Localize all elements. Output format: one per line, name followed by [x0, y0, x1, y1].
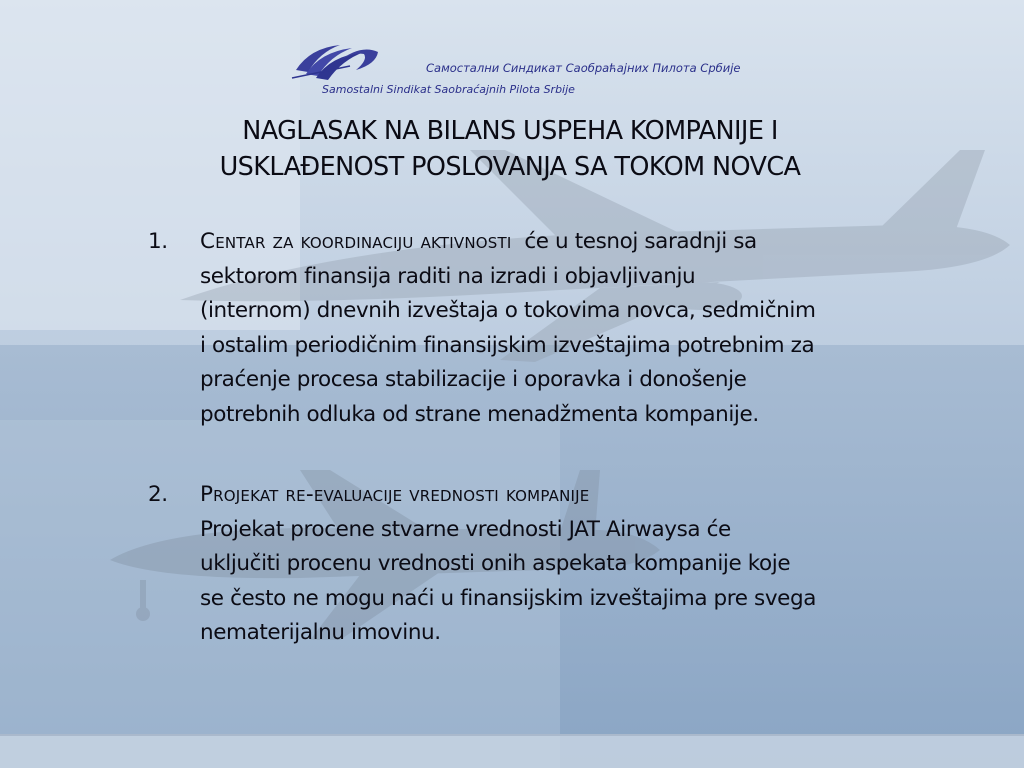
list-item-heading: Projekat re-evaluacije vrednosti kompanije [200, 482, 590, 507]
list-item-line: se često ne mogu naći u finansijskim izveštajima pre svega [200, 585, 817, 611]
union-logo-icon [290, 40, 382, 84]
title-line-2: USKLAĐENOST POSLOVANJA SA TOKOM NOVCA [219, 152, 801, 182]
list-item-line: potrebnih odluka od strane menadžmenta kompanije. [200, 401, 759, 427]
list-item-line: i ostalim periodičnim finansijskim izveštajima potrebnim za [200, 332, 815, 358]
list-item-line: Projekat procene stvarne vrednosti JAT Airwaysa će [200, 516, 731, 542]
list-item-2 [148, 478, 968, 651]
slide-title [80, 113, 940, 185]
list-item-line [200, 225, 968, 260]
list-item-1 [148, 225, 968, 432]
organization-name-cyrillic: Самостални Синдикат Саобраћајних Пилота Србије [426, 61, 741, 75]
list-item-number: 1. [148, 229, 168, 254]
list-item-line: (internom) dnevnih izveštaja o tokovima novca, sedmičnim [200, 298, 816, 323]
list-item-line: praćenje procesa stabilizacije i oporavka i donošenje [200, 367, 747, 392]
list-item-line: nematerijalnu imovinu. [200, 620, 441, 645]
organization-name-latin: Samostalni Sindikat Saobraćajnih Pilota Srbije [322, 83, 575, 96]
title-line-1: NAGLASAK NA BILANS USPEHA KOMPANIJE I [242, 116, 778, 146]
list-item-number: 2. [148, 482, 168, 507]
list-item-line: sektorom finansija raditi na izradi i objavljivanju [200, 263, 696, 289]
list-item-line: uključiti procenu vrednosti onih aspekata kompanije koje [200, 551, 791, 576]
list-item-text: će u tesnoj saradnji sa [524, 229, 757, 254]
list-item-heading: Centar za koordinaciju aktivnosti [200, 229, 512, 254]
